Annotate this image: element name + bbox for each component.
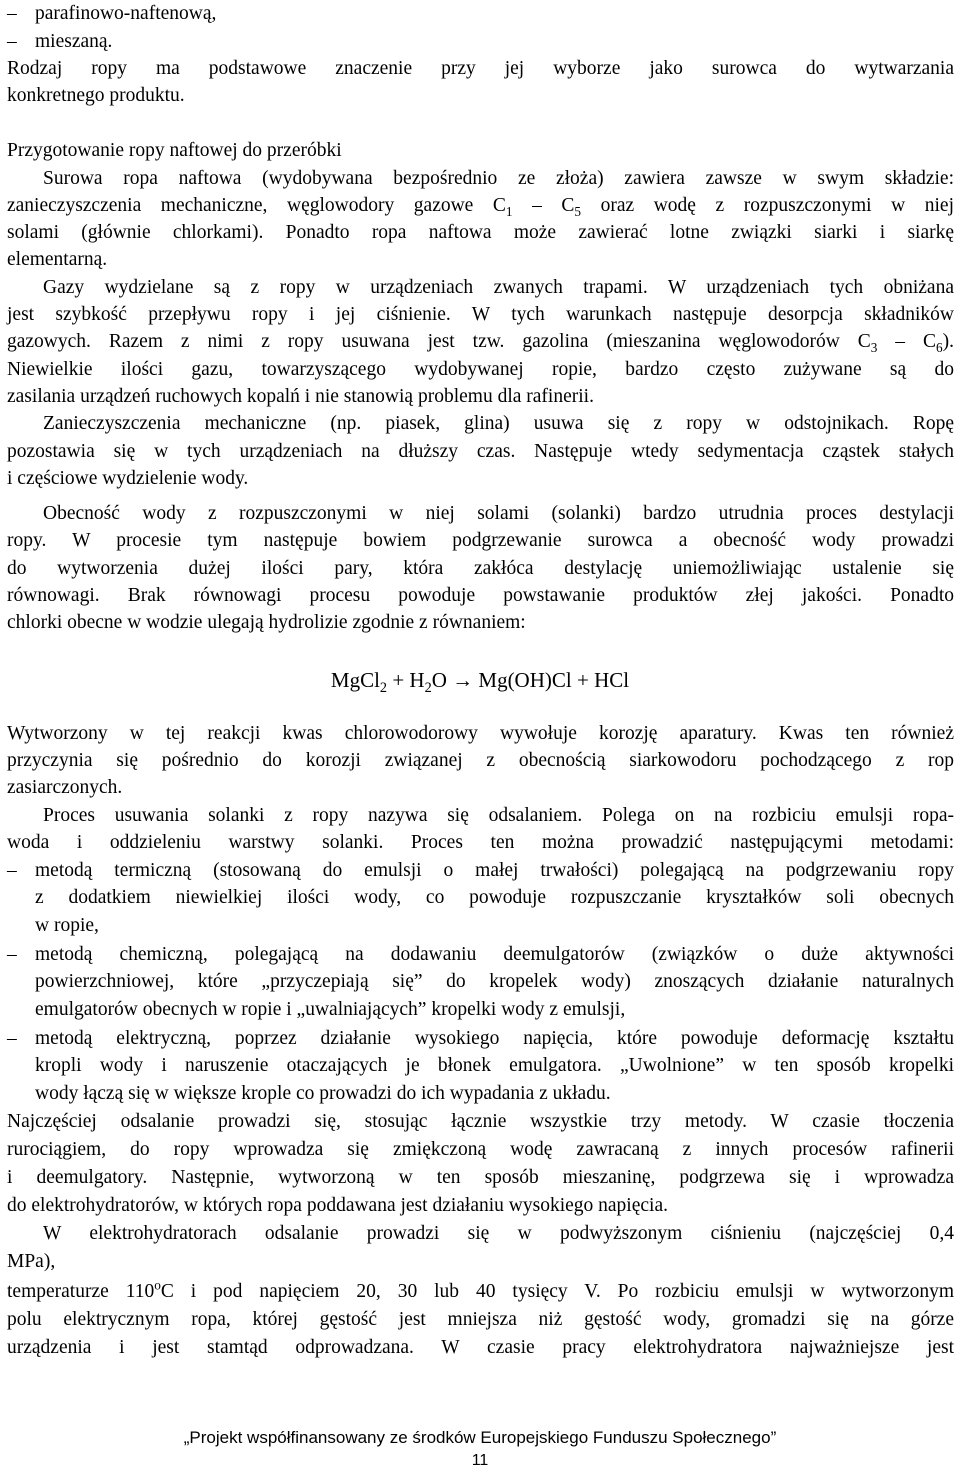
paragraph-line: urządzenia i jest stamtąd odprowadzana. W czasie pracy elektrohydratora najważniejsze jest	[7, 1337, 954, 1358]
paragraph-line: Obecność wody z rozpuszczonymi w niej solami (solanki) bardzo utrudnia proces destylacji	[43, 503, 954, 524]
list-dash: –	[7, 3, 17, 24]
paragraph-line: W elektrohydratorach odsalanie prowadzi się w podwyższonym ciśnieniu (najczęściej 0,4	[43, 1223, 954, 1244]
chemical-equation: MgCl$_2$ + $H_2O \to Mg(OH)Cl$ + HCl	[330, 668, 630, 697]
list-item: mieszaną.	[35, 31, 113, 52]
paragraph-line: i deemulgatory. Następnie, wytworzoną w ten sposób mieszaninę, podgrzewa się i wprowadza	[7, 1167, 954, 1188]
paragraph-line: Proces usuwania solanki z ropy nazywa się odsalaniem. Polega on na rozbiciu emulsji ropa-	[43, 805, 954, 826]
paragraph-line: zasiarczonych.	[7, 777, 123, 798]
paragraph-line: chlorki obecne w wodzie ulegają hydrolizie zgodnie z równaniem:	[7, 612, 526, 633]
list-item: metodą termiczną (stosowaną do emulsji o małej trwałości) polegającą na podgrzewaniu ropy	[35, 860, 954, 881]
paragraph-line: Gazy wydzielane są z ropy w urządzeniach zwanych trapami. W urządzeniach tych obniżana	[43, 277, 954, 298]
list-item-continuation: powierzchniowej, które „przyczepiają się” do kropelek wody) znoszących działanie naturalnych	[35, 971, 954, 992]
paragraph-line: solami (głównie chlorkami). Ponadto ropa naftowa może zawierać lotne związki siarki i siarkę	[7, 222, 954, 243]
paragraph-line: i częściowe wydzielenie wody.	[7, 468, 249, 489]
paragraph-line: jest szybkość przepływu ropy i jej ciśnienie. W tych warunkach następuje desorpcja składników	[7, 304, 954, 325]
paragraph-line: zasilania urządzeń ruchowych kopalń i nie stanowią problemu dla rafinerii.	[7, 386, 594, 407]
paragraph-line: Niewielkie ilości gazu, towarzyszącego wydobywanej ropie, bardzo często zużywane są do	[7, 359, 954, 380]
paragraph-line: zanieczyszczenia mechaniczne, węglowodory gazowe $C_1 - C_5$ oraz wodę z rozpuszczonymi w niej	[7, 195, 954, 219]
list-dash: –	[7, 31, 17, 52]
paragraph-line: równowagi. Brak równowagi procesu powoduje powstawanie produktów złej jakości. Ponadto	[7, 585, 954, 606]
list-item-continuation: w ropie,	[35, 915, 99, 936]
paragraph-line: polu elektrycznym ropa, której gęstość jest mniejsza niż gęstość wody, gromadzi się na górze	[7, 1309, 954, 1330]
list-item-continuation: wody łączą się w większe krople co prowadzi do ich wypadania z układu.	[35, 1083, 611, 1104]
paragraph-line: woda i oddzieleniu warstwy solanki. Proces ten można prowadzić następującymi metodami:	[7, 832, 954, 853]
paragraph-line: Najczęściej odsalanie prowadzi się, stosując łącznie wszystkie trzy metody. W czasie tłoczenia	[7, 1111, 954, 1132]
paragraph-line: konkretnego produktu.	[7, 85, 185, 106]
list-dash: –	[7, 944, 17, 965]
paragraph-line: gazowych. Razem z nimi z ropy usuwana jest tzw. gazolina (mieszanina węglowodorów $C_3 - C_6$).	[7, 331, 954, 355]
paragraph-line: Zanieczyszczenia mechaniczne (np. piasek, glina) usuwa się z ropy w odstojnikach. Ropę	[43, 413, 954, 434]
paragraph-line: Rodzaj ropy ma podstawowe znaczenie przy jej wyborze jako surowca do wytwarzania	[7, 58, 954, 79]
paragraph-line: MPa),	[7, 1251, 56, 1272]
paragraph-line: przyczynia się pośrednio do korozji związanej z obecnością siarkowodoru pochodzącego z rop	[7, 750, 954, 771]
list-item-continuation: emulgatorów obecnych w ropie i „uwalniających” kropelki wody z emulsji,	[35, 999, 626, 1020]
list-item: metodą chemiczną, polegającą na dodawaniu deemulgatorów (związków o duże aktywności	[35, 944, 954, 965]
paragraph-line: pozostawia się w tych urządzeniach na dłuższy czas. Następuje wtedy sedymentacja cząstek stałych	[7, 441, 954, 462]
paragraph-line: do elektrohydratorów, w których ropa poddawana jest działaniu wysokiego napięcia.	[7, 1195, 668, 1216]
list-dash: –	[7, 1028, 17, 1049]
list-dash: –	[7, 860, 17, 881]
paragraph-line: ropy. W procesie tym następuje bowiem podgrzewanie surowca a obecność wody prowadzi	[7, 530, 954, 551]
list-item-continuation: kropli wody i naruszenie otaczających je błonek emulgatora. „Uwolnione” w ten sposób kropelki	[35, 1055, 954, 1076]
section-heading: Przygotowanie ropy naftowej do przeróbki	[7, 140, 342, 161]
paragraph-line: rurociągiem, do ropy wprowadza się zmiękczoną wodę zawracaną z innych procesów rafinerii	[7, 1139, 954, 1160]
page-number: 11	[471, 1452, 489, 1469]
list-item-continuation: z dodatkiem niewielkiej ilości wody, co powoduje rozpuszczanie kryształków soli obecnych	[35, 887, 954, 908]
list-item: parafinowo-naftenową,	[35, 3, 217, 24]
paragraph-line: Wytworzony w tej reakcji kwas chlorowodorowy wywołuje korozję aparatury. Kwas ten również	[7, 723, 954, 744]
paragraph-line: temperaturze 110$^o$C i pod napięciem 20, 30 lub 40 tysięcy V. Po rozbiciu emulsji w wytworzonym	[7, 1277, 955, 1302]
list-item: metodą elektryczną, poprzez działanie wysokiego napięcia, które powoduje deformację kształtu	[35, 1028, 954, 1049]
paragraph-line: elementarną.	[7, 249, 108, 270]
page-footer: „Projekt współfinansowany ze środków Europejskiego Funduszu Społecznego”	[183, 1428, 777, 1447]
paragraph-line: Surowa ropa naftowa (wydobywana bezpośrednio ze złoża) zawiera zawsze w swym składzie:	[43, 168, 954, 189]
paragraph-line: do wytworzenia dużej ilości pary, która zakłóca destylację uniemożliwiając ustalenie się	[7, 558, 954, 579]
arrow-icon: →	[452, 668, 474, 692]
